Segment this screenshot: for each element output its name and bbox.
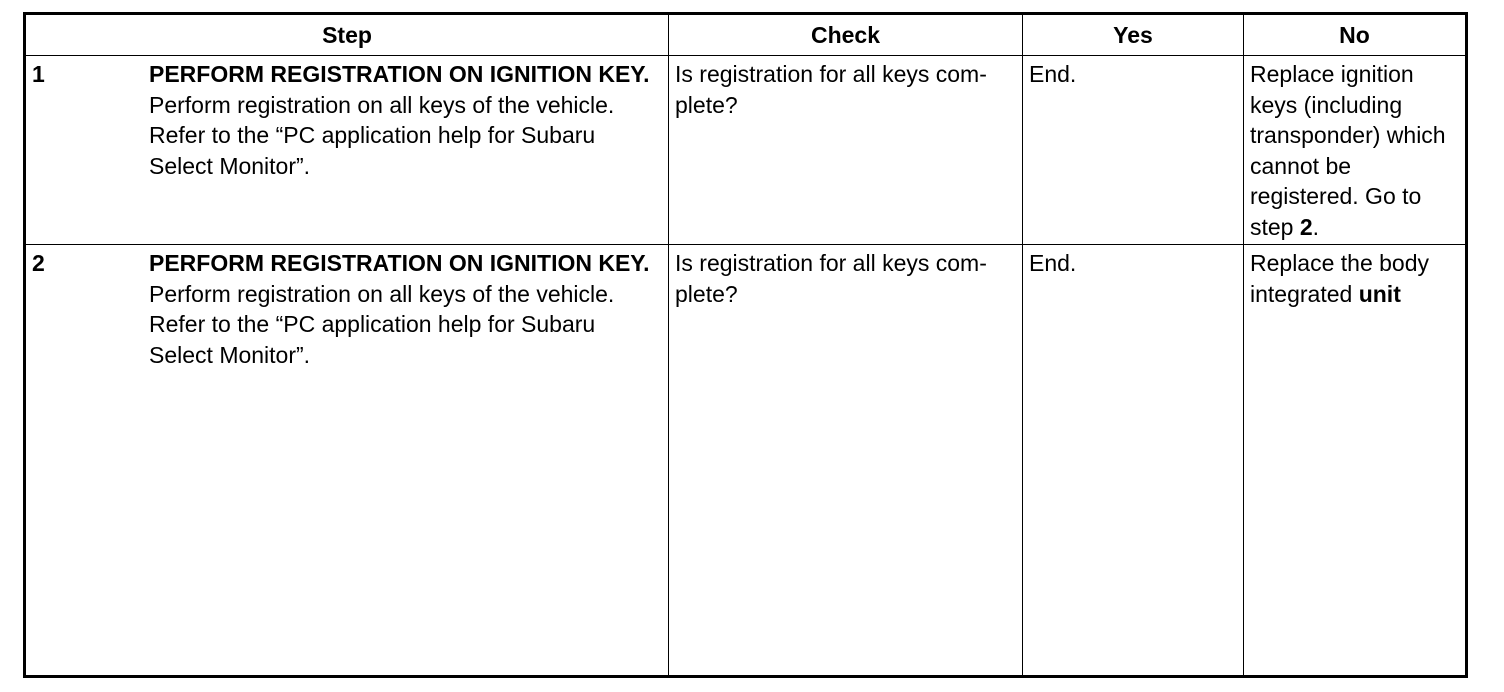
step-cell — [25, 56, 669, 245]
no-cell — [1244, 245, 1467, 677]
step-heading: PERFORM REGISTRATION ON IGNITION KEY. — [149, 61, 650, 87]
step-heading: PERFORM REGISTRATION ON IGNITION KEY. — [149, 250, 650, 276]
no-text — [1244, 245, 1465, 309]
no-text — [1244, 56, 1465, 242]
header-row — [25, 14, 1467, 56]
step-instruction: Perform registration on all keys of the vehicle. Refer to the “PC application help for Subaru Select Monitor”. — [149, 91, 615, 179]
table-row — [25, 56, 1467, 245]
yes-cell — [1023, 245, 1244, 677]
step-instruction: Perform registration on all keys of the vehicle. Refer to the “PC application help for Subaru Select Monitor”. — [149, 280, 615, 368]
step-number: 1 — [32, 61, 45, 87]
header-yes: Yes — [1023, 14, 1244, 56]
header-step: Step — [25, 14, 669, 56]
header-check: Check — [669, 14, 1023, 56]
no-text-suffix: . — [1312, 213, 1320, 240]
no-text-body: Replace the body integrated — [1250, 250, 1430, 307]
no-step-ref: 2 — [1299, 213, 1313, 240]
check-cell — [669, 56, 1023, 245]
table-row — [25, 245, 1467, 677]
check-text: Is registration for all keys com-plete? — [675, 61, 987, 118]
yes-text: End. — [1029, 250, 1077, 276]
header-no: No — [1244, 14, 1467, 56]
check-cell — [669, 245, 1023, 677]
yes-cell — [1023, 56, 1244, 245]
diagnostic-table — [23, 12, 1468, 678]
no-text-body: Replace ignition keys (including transponder) which cannot be registered. Go to step — [1250, 61, 1446, 240]
step-cell — [25, 245, 669, 677]
step-number: 2 — [32, 250, 45, 276]
no-cell — [1244, 56, 1467, 245]
yes-text: End. — [1029, 61, 1077, 87]
no-text-emphasis: unit — [1358, 280, 1401, 307]
check-text: Is registration for all keys com-plete? — [675, 250, 987, 307]
